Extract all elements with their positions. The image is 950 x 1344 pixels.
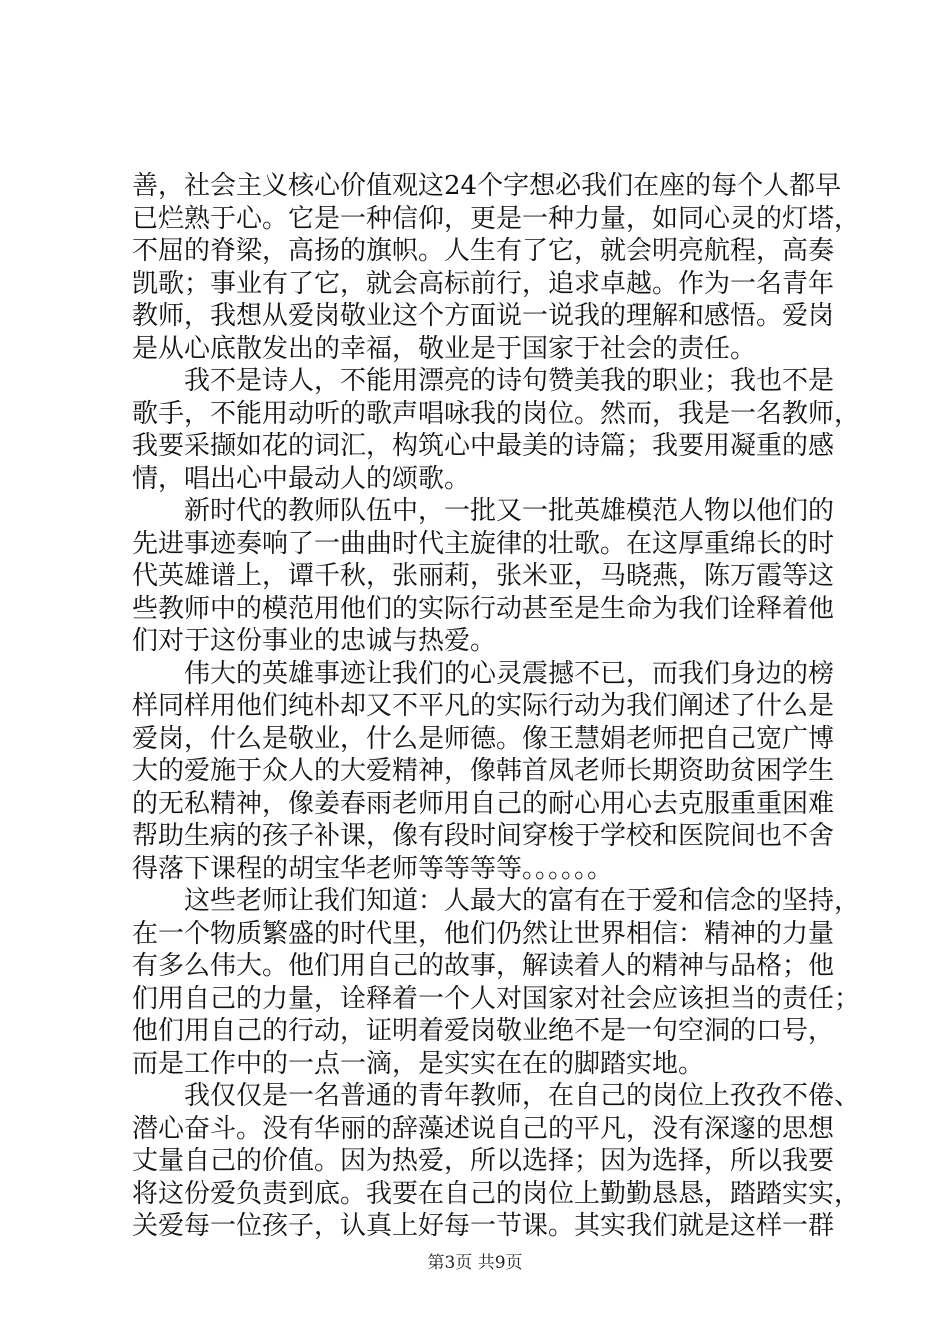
text-line: 情，唱出心中最动人的颂歌。 [132,463,471,494]
body-text [132,170,861,1243]
text-line: 不屈的脊梁，高扬的旗帜。人生有了它，就会明亮航程，高奏 [132,236,835,266]
text-line: 歌手，不能用动听的歌声唱咏我的岗位。然而，我是一名教师， [132,398,861,429]
text-line: 大的爱施于众人的大爱精神，像韩首凤老师长期资助贫困学生 [132,756,835,786]
text-line: 得落下课程的胡宝华老师等等等等。。。。。。 [132,853,614,884]
text-line: 们用自己的力量，诠释着一个人对国家对社会应该担当的责任； [132,983,861,1014]
text-line: 样同样用他们纯朴却又不平凡的实际行动为我们阐述了什么是 [132,691,835,721]
text-line: 伟大的英雄事迹让我们的心灵震撼不已，而我们身边的榜 [132,658,835,689]
text-line: 们对于这份事业的忠诚与热爱。 [132,626,497,656]
text-line: 善，社会主义核心价值观这24个字想必我们在座的每个人都早 [132,171,842,201]
text-line: 我仅仅是一名普通的青年教师，在自己的岗位上孜孜不倦、 [132,1081,861,1111]
text-line: 有多么伟大。他们用自己的故事，解读着人的精神与品格；他 [132,951,835,981]
text-line: 潜心奋斗。没有华丽的辞藻述说自己的平凡，没有深邃的思想 [132,1113,835,1144]
text-line: 教师，我想从爱岗敬业这个方面说一说我的理解和感悟。爱岗 [132,301,835,331]
text-line: 爱岗，什么是敬业，什么是师德。像王慧娟老师把自己宽广博 [132,723,835,754]
text-line: 帮助生病的孩子补课，像有段时间穿梭于学校和医院间也不舍 [132,821,835,851]
text-line: 我要采撷如花的词汇，构筑心中最美的诗篇；我要用凝重的感 [132,431,835,461]
text-line: 将这份爱负责到底。我要在自己的岗位上勤勤恳恳，踏踏实实， [132,1178,861,1209]
text-line: 先进事迹奏响了一曲曲时代主旋律的壮歌。在这厚重绵长的时 [132,528,835,559]
text-line: 关爱每一位孩子，认真上好每一节课。其实我们就是这样一群 [132,1211,835,1241]
page-footer: 第3页 共9页 [427,1253,523,1273]
text-line: 而是工作中的一点一滴，是实实在在的脚踏实地。 [132,1048,705,1079]
text-line: 在一个物质繁盛的时代里，他们仍然让世界相信：精神的力量 [132,918,835,949]
text-line: 丈量自己的价值。因为热爱，所以选择；因为选择，所以我要 [132,1146,835,1176]
text-line: 这些老师让我们知道：人最大的富有在于爱和信念的坚持， [132,886,861,916]
text-line: 凯歌；事业有了它，就会高标前行，追求卓越。作为一名青年 [132,268,835,299]
text-line: 的无私精神，像姜春雨老师用自己的耐心用心去克服重重困难 [132,788,835,819]
text-line: 我不是诗人，不能用漂亮的诗句赞美我的职业；我也不是 [132,366,835,396]
text-line: 新时代的教师队伍中，一批又一批英雄模范人物以他们的 [132,496,835,526]
text-line: 代英雄谱上，谭千秋，张丽莉，张米亚，马晓燕，陈万霞等这 [132,561,835,591]
text-line: 些教师中的模范用他们的实际行动甚至是生命为我们诠释着他 [132,593,835,624]
text-line: 他们用自己的行动，证明着爱岗敬业绝不是一句空洞的口号， [132,1016,835,1046]
text-line: 是从心底散发出的幸福，敬业是于国家于社会的责任。 [132,333,757,364]
text-line: 已烂熟于心。它是一种信仰，更是一种力量，如同心灵的灯塔， [132,203,861,234]
